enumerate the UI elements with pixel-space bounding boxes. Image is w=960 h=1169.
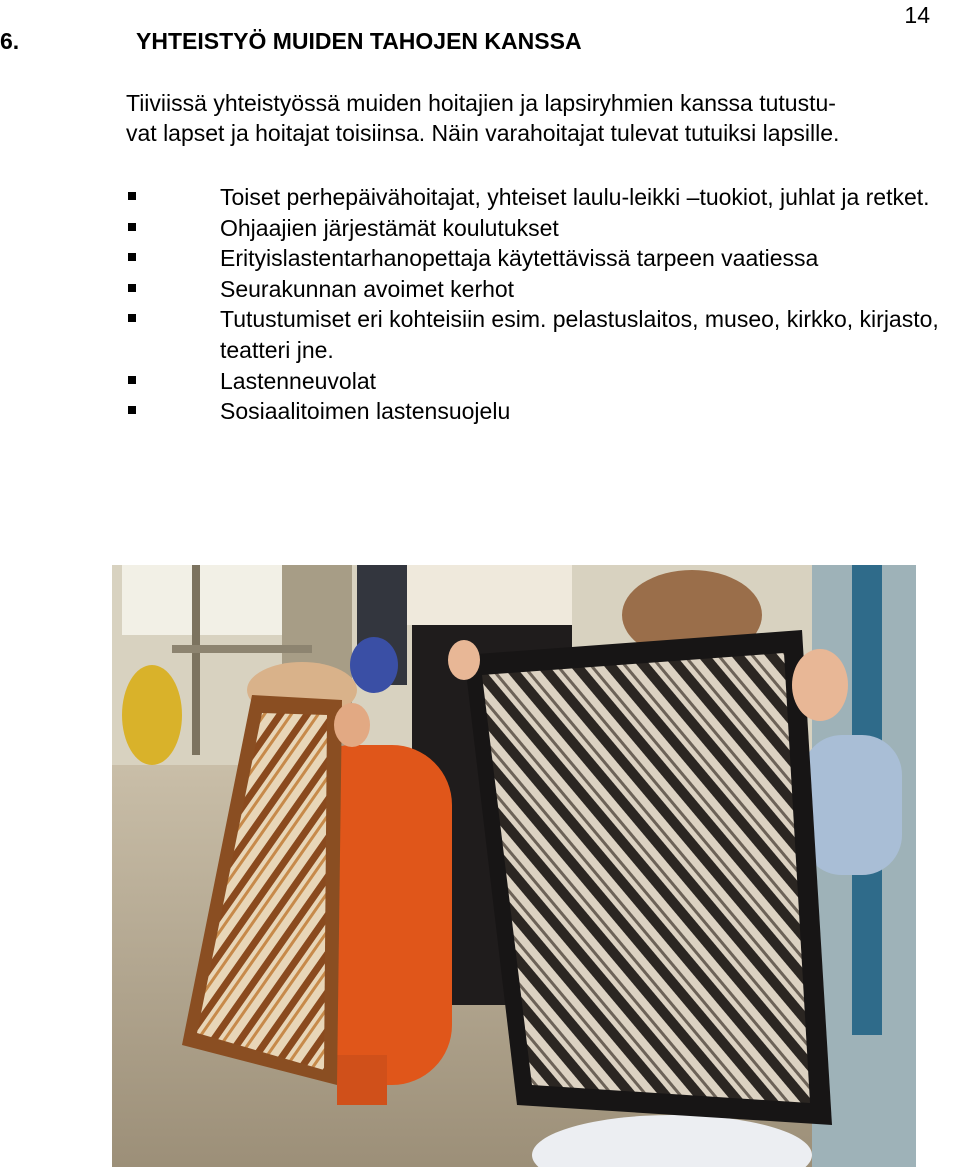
list-item-text: Erityislastentarhanopettaja käytettävissä tarpeen vaatiessa [220,245,819,272]
bullet-square-icon [128,223,136,231]
list-item-text: Toiset perhepäivähoitajat, yhteiset laulu-leikki –tuokiot, juhlat ja retket. [220,184,930,210]
bullet-list [126,182,958,427]
list-item-text: Seurakunnan avoimet kerhot [220,275,515,302]
list-item-text: Tutustumiset eri kohteisiin esim. pelastuslaitos, museo, kirkko, kirjasto, teatteri jne. [220,306,939,363]
list-item [126,182,958,213]
section-heading [0,28,582,55]
bullet-square-icon [128,406,136,414]
bullet-square-icon [128,376,136,384]
list-item [126,366,958,397]
intro-line: vat lapset ja hoitajat toisiinsa. Näin varahoitajat tulevat tutuiksi lapsille. [126,120,840,146]
section-number: 6. [0,28,20,54]
list-item [126,304,958,365]
bullet-square-icon [128,253,136,261]
bullet-square-icon [128,284,136,292]
list-item-text: Ohjaajien järjestämät koulutukset [220,214,559,241]
list-item [126,213,958,244]
page-number: 14 [904,2,930,28]
photo-children-with-scarves [112,565,916,1167]
list-item-text: Lastenneuvolat [220,367,377,394]
list-item [126,243,958,274]
bullet-square-icon [128,192,136,200]
intro-paragraph [126,88,926,148]
intro-line: Tiiviissä yhteistyössä muiden hoitajien ja lapsiryhmien kanssa tutustu- [126,90,836,116]
list-item-text: Sosiaalitoimen lastensuojelu [220,398,511,425]
list-item [126,274,958,305]
section-title: YHTEISTYÖ MUIDEN TAHOJEN KANSSA [136,28,582,54]
list-item [126,396,958,427]
bullet-square-icon [128,314,136,322]
